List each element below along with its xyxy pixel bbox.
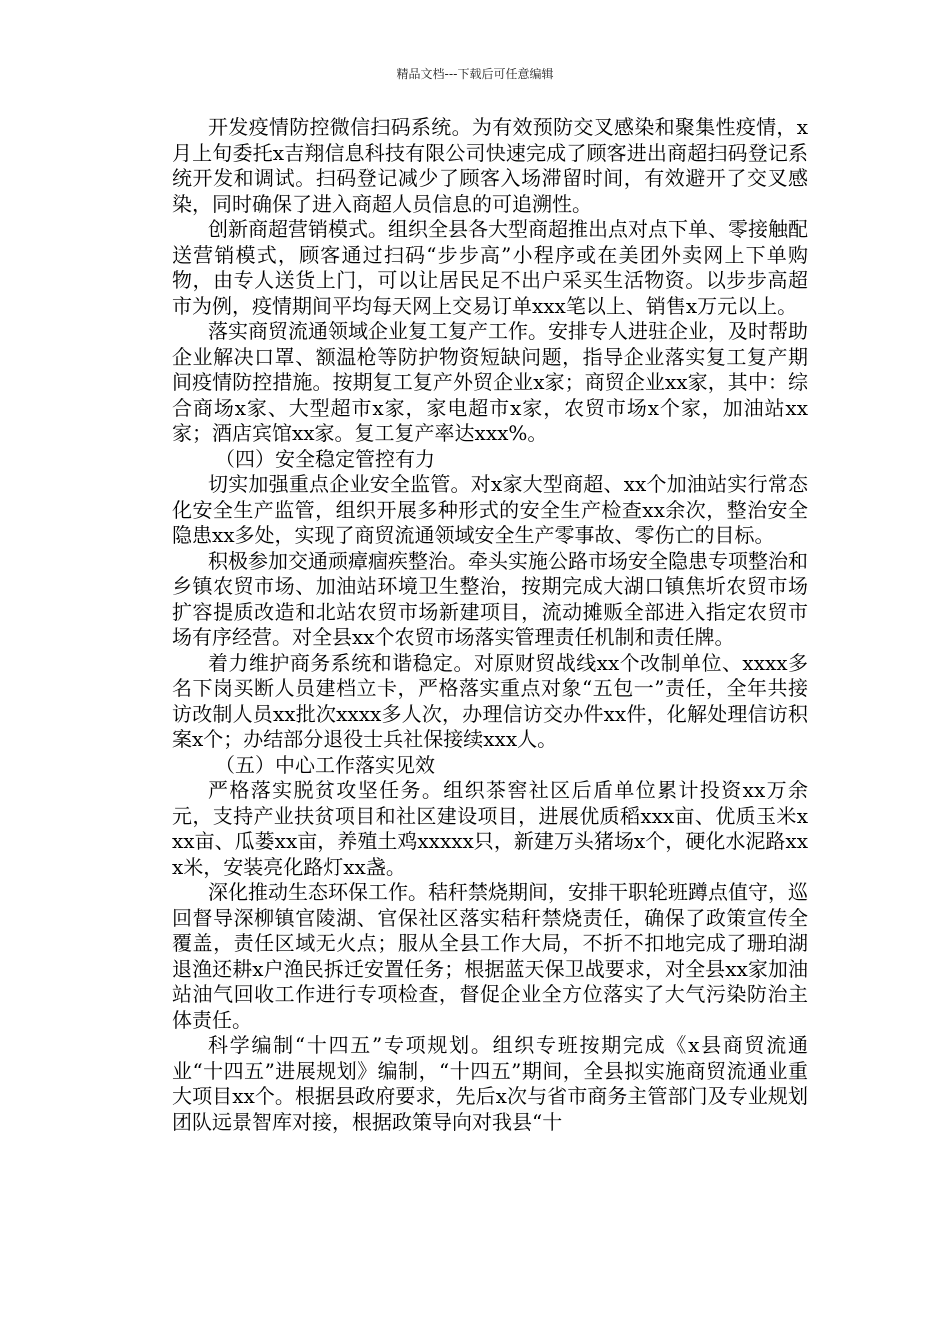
paragraph-enterprise-resumption: 落实商贸流通领域企业复工复产工作。安排专人进驻企业，及时帮助企业解决口罩、额温枪等防护物资短缺问题，指导企业落实复工复产期间疫情防控措施。按期复工复产外贸企业x家；商贸企业xx家，其中：综合商场x家、大型超市x家，家电超市x家，农贸市场x个家，加油站xx家；酒店宾馆xx家。复工复产率达xxx%。: [172, 319, 808, 445]
paragraph-poverty-alleviation: 严格落实脱贫攻坚任务。组织茶窖社区后盾单位累计投资xx万余元，支持产业扶贫项目和社区建设项目，进展优质稻xxx亩、优质玉米xxx亩、瓜蒌xx亩，养殖土鸡xxxxx只，新建万头猪场x个，硬化水泥路xxx米，安装亮化路灯xx盏。: [172, 778, 808, 879]
paragraph-supermarket-marketing: 创新商超营销模式。组织全县各大型商超推出点对点下单、零接触配送营销模式，顾客通过扫码“步步高”小程序或在美团外卖网上下单购物，由专人送货上门，可以让居民足不出户采买生活物资。以步步高超市为例，疫情期间平均每天网上交易订单xxx笔以上、销售x万元以上。: [172, 217, 808, 318]
section-heading-safety: （四）安全稳定管控有力: [215, 446, 435, 471]
page-header: 精品文档---下载后可任意编辑: [396, 67, 554, 81]
paragraph-eco-protection: 深化推动生态环保工作。秸秆禁烧期间，安排干职轮班蹲点值守，巡回督导深柳镇官陵湖、官保社区落实秸秆禁烧责任，确保了政策宣传全覆盖，责任区域无火点；服从全县工作大局，不折不扣地完成了珊珀湖退渔还耕x户渔民拆迁安置任务；根据蓝天保卫战要求，对全县xx家加油站油气回收工作进行专项检查，督促企业全方位落实了大气污染防治主体责任。: [172, 880, 808, 1032]
section-heading-central-work: （五）中心工作落实见效: [215, 752, 435, 777]
paragraph-wechat-scan-system: 开发疫情防控微信扫码系统。为有效预防交叉感染和聚集性疫情，x月上旬委托x吉翔信息科技有限公司快速完成了顾客进出商超扫码登记系统开发和调试。扫码登记减少了顾客入场滞留时间，有效避开了交叉感染，同时确保了进入商超人员信息的可追溯性。: [172, 115, 808, 216]
paragraph-five-year-plan: 科学编制“十四五”专项规划。组织专班按期完成《x县商贸流通业“十四五”进展规划》编制，“十四五”期间，全县拟实施商贸流通业重大项目xx个。根据县政府要求，先后x次与省市商务主管部门及专业规划团队远景智库对接，根据政策导向对我县“十: [172, 1033, 808, 1134]
paragraph-safety-supervision: 切实加强重点企业安全监管。对x家大型商超、xx个加油站实行常态化安全生产监管，组织开展多种形式的安全生产检查xx余次，整治安全隐患xx多处，实现了商贸流通领域安全生产零事故、零伤亡的目标。: [172, 472, 808, 547]
paragraph-traffic-rectification: 积极参加交通顽瘴痼疾整治。牵头实施公路市场安全隐患专项整治和乡镇农贸市场、加油站环境卫生整治，按期完成大湖口镇焦圻农贸市场扩容提质改造和北站农贸市场新建项目，流动摊贩全部进入指定农贸市场有序经营。对全县xx个农贸市场落实管理责任机制和责任牌。: [172, 548, 808, 649]
paragraph-system-stability: 着力维护商务系统和谐稳定。对原财贸战线xx个改制单位、xxxx多名下岗买断人员建档立卡，严格落实重点对象“五包一”责任，全年共接访改制人员xx批次xxxx多人次，办理信访交办件xx件，化解处理信访积案x个；办结部分退役士兵社保接续xxx人。: [172, 650, 808, 751]
document-body: [172, 115, 808, 1135]
